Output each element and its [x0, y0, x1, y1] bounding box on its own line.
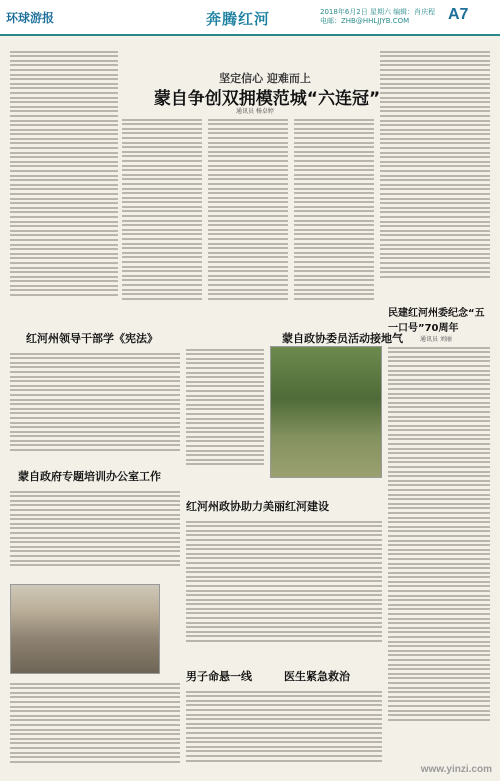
sidebar-title: 民建红河州委纪念“五一口号”70周年	[388, 308, 485, 334]
field-visit-photo	[270, 346, 382, 478]
article-title: 男子命悬一线	[186, 670, 252, 683]
training-meeting-photo	[10, 584, 160, 674]
text-column	[10, 350, 180, 462]
article-title: 红河州政协助力美丽红河建设	[186, 500, 329, 513]
article-title: 红河州领导干部学《宪法》	[26, 332, 158, 345]
text-column	[380, 48, 490, 300]
date-line: 2018年6月2日 星期六 编辑：肖庆程 电邮：ZHB@HHLJJYB.COM	[320, 8, 436, 25]
text-column	[10, 680, 180, 772]
page-number: A7	[448, 6, 469, 23]
text-column	[186, 518, 382, 658]
lead-byline: 通讯员 杨卓婷	[236, 108, 274, 115]
sidebar-byline: 通讯员 刘丽	[420, 336, 452, 343]
article-title: 医生紧急救治	[284, 670, 350, 683]
text-column	[10, 488, 180, 576]
page-header	[0, 0, 500, 36]
text-column	[10, 48, 118, 318]
section-title: 奔腾红河	[206, 11, 271, 28]
article-title: 蒙自政府专题培训办公室工作	[18, 470, 161, 483]
text-column	[186, 688, 382, 774]
article-title: 蒙自政协委员活动接地气	[282, 332, 403, 345]
text-column	[294, 116, 374, 316]
lead-slogan: 坚定信心 迎难而上	[219, 72, 311, 85]
paper-logo: 环球游报	[6, 11, 55, 25]
text-column	[186, 346, 264, 476]
text-column	[388, 344, 490, 764]
lead-headline: 蒙自争创双拥模范城“六连冠”	[153, 89, 381, 109]
watermark: www.yinzi.com	[420, 764, 492, 775]
text-column	[122, 116, 202, 316]
text-column	[208, 116, 288, 316]
